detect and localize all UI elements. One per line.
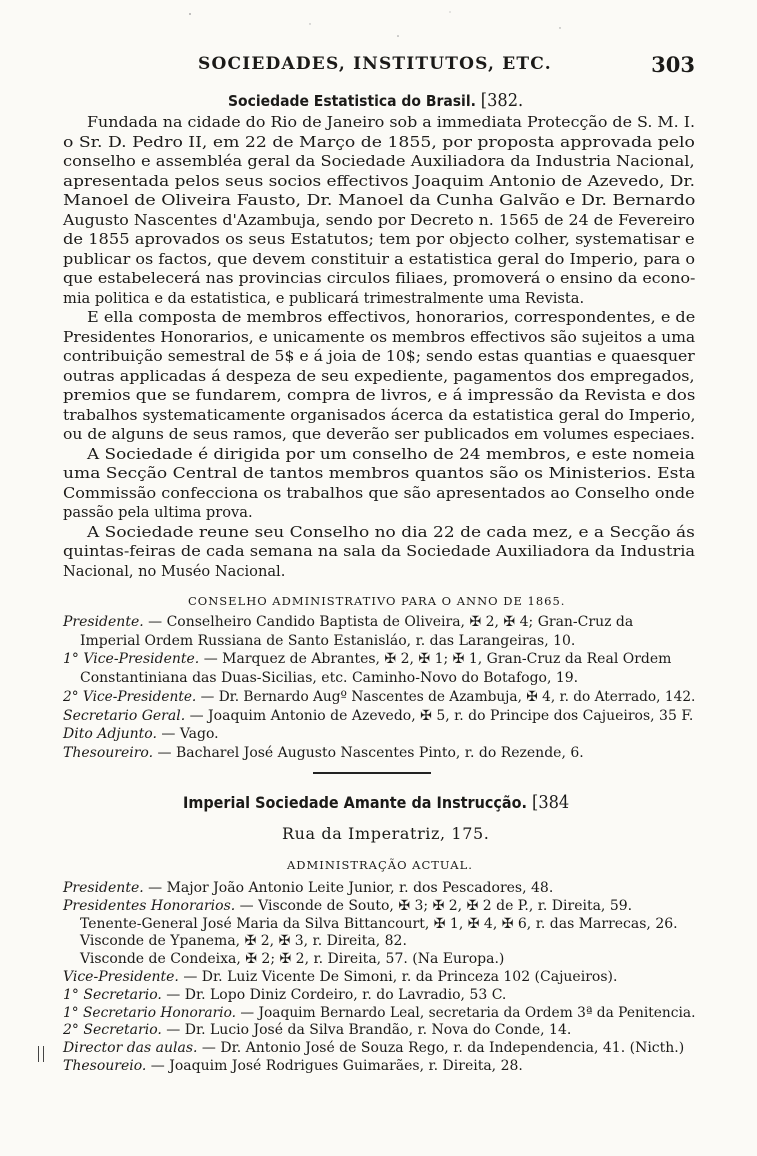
paragraph-line: A Sociedade é dirigida por um conselho de 24 membros, e este nomeia [87,445,695,463]
entry-text: — Joaquim José Rodrigues Guimarães, r. Direita, 28. [146,1058,523,1074]
paragraph-line: conselho e assembléa geral da Sociedade Auxiliadora da Industria Nacional, [63,153,695,170]
section-divider [313,772,431,774]
entry-role: 2° Vice-Presidente. [63,688,197,705]
entry-text: Tenente-General José Maria da Silva Bittancourt, ✠ 1, ✠ 4, ✠ 6, r. das Marrecas, 26. [80,915,678,932]
paragraph-line: Manoel de Oliveira Fausto, Dr. Manoel da Cunha Galvão e Dr. Bernardo [63,192,696,209]
paragraph-line: que estabelecerá nas provincias circulos filiaes, promoverá o ensino da econo- [63,270,696,287]
entry-role: 1° Secretario. [63,986,162,1003]
paragraph-line: quintas-feiras de cada semana na sala da Sociedade Auxiliadora da Industria [63,543,696,560]
paragraph-line: publicar os factos, que devem constituir a estatistica geral do Imperio, para o [63,250,696,268]
heading-text: Imperial Sociedade Amante da Instrucção. [183,793,527,812]
paragraph-line: mia politica e da estatistica, e publicará trimestralmente uma Revista. [63,289,585,307]
entry-role: 1° Secretario Honorario. [63,1004,236,1021]
paragraph-line: passão pela ultima prova. [63,504,253,521]
entry-line [63,987,506,1004]
entry-line [80,633,575,650]
entry-text: — Dr. Bernardo Augº Nascentes de Azambuja, ✠ 4, r. do Aterrado, 142. [196,688,696,705]
entry-text: Visconde de Condeixa, ✠ 2; ✠ 2, r. Direita, 57. (Na Europa.) [80,951,505,968]
entry-text: — Dr. Antonio José de Souza Rego, r. da Independencia, 41. (Nicth.) [197,1040,685,1057]
entry-text: — Dr. Lopo Diniz Cordeiro, r. do Lavradio, 53 C. [161,986,507,1003]
paper-specks [150,6,600,46]
entry-text: — Visconde de Souto, ✠ 3; ✠ 2, ✠ 2 de P., r. Direita, 59. [235,897,633,914]
entry-role: Presidente. [63,614,144,630]
paragraph-line: A Sociedade reune seu Conselho no dia 22 de cada mez, e a Secção ás [87,523,695,541]
paragraph-line: trabalhos systematicamente organisados ácerca da estatistica geral do Imperio, [63,406,696,424]
paragraph-line: Fundada na cidade do Rio de Janeiro sob a immediata Protecção de S. M. I. [87,114,696,131]
admin-title: ADMINISTRAÇÃO ACTUAL. [287,858,473,872]
paragraph-line: E ella composta de membros effectivos, honorarios, correspondentes, e de [87,309,696,326]
running-title: SOCIEDADES, INSTITUTOS, ETC. [198,54,552,74]
entry-line [80,670,578,687]
section-heading-estatistica [228,90,523,111]
paragraph-line: ou de alguns de seus ramos, que deverão ser publicados em volumes especiaes. [63,426,695,443]
entry-role: Presidente. [63,880,144,896]
entry-text: Constantiniana das Duas-Sicilias, etc. Caminho-Novo do Botafogo, 19. [80,670,579,687]
entry-line [63,1022,571,1039]
entry-line [80,933,407,950]
entry-text: — Bacharel José Augusto Nascentes Pinto, r. do Rezende, 6. [153,744,584,761]
entry-line [63,651,671,668]
paragraph-line: apresentada pelos seus socios effectivos Joaquim Antonio de Azevedo, Dr. [63,172,695,190]
entry-role: Thesoureiro. [63,744,154,761]
entry-text: — Dr. Lucio José da Silva Brandão, r. Nova do Conde, 14. [161,1022,572,1039]
entry-line [63,726,219,743]
paragraph-line: Presidentes Honorarios, e unicamente os membros effectivos são sujeitos a uma [63,328,696,346]
entry-text: Visconde de Ypanema, ✠ 2, ✠ 3, r. Direita, 82. [80,933,407,950]
entry-text: Imperial Ordem Russiana de Santo Estanisláo, r. das Larangeiras, 10. [80,632,576,649]
entry-line [80,916,678,933]
entry-line [63,689,695,706]
paragraph-line: uma Secção Central de tantos membros quantos são os Ministerios. Esta [63,465,696,482]
page-number: 303 [651,52,695,77]
entry-line [80,951,504,968]
margin-mark [38,1046,44,1062]
society-address: Rua da Imperatriz, 175. [282,824,490,843]
section-heading-instruccao [183,792,569,813]
entry-line [63,880,553,897]
entry-text: — Joaquim Bernardo Leal, secretaria da Ordem 3ª da Penitencia. [235,1004,696,1021]
entry-line [63,614,633,631]
entry-line [63,898,632,915]
paragraph-line: de 1855 aprovados os seus Estatutos; tem por objecto colher, systematisar e [63,231,695,248]
paragraph-line: contribuição semestral de 5$ e á joia de 10$; sendo estas quantias e quaesquer [63,348,695,365]
entry-text: — Conselheiro Candido Baptista de Oliveira, ✠ 2, ✠ 4; Gran-Cruz da [143,614,634,630]
entry-line [63,969,617,986]
paragraph-line: Nacional, no Muséo Nacional. [63,562,286,580]
entry-role: Dito Adjunto. [63,726,157,743]
entry-role: Director das aulas. [63,1040,198,1057]
heading-text: Sociedade Estatistica do Brasil. [228,92,476,110]
entry-role: Presidentes Honorarios. [63,897,236,914]
heading-ref: [384 [532,792,570,813]
entry-text: — Joaquim Antonio de Azevedo, ✠ 5, r. do Principe dos Cajueiros, 35 F. [185,707,694,724]
entry-role: Thesoureio. [63,1058,147,1074]
entry-role: Secretario Geral. [63,707,186,724]
paragraph-line: premios que se fundarem, compra de livros, e á impressão da Revista e dos [63,387,696,404]
entry-role: 1° Vice-Presidente. [63,651,200,668]
heading-ref: [382. [480,90,524,111]
entry-text: — Dr. Luiz Vicente De Simoni, r. da Princeza 102 (Cajueiros). [178,969,618,985]
entry-line [63,1058,523,1075]
entry-line [63,708,693,725]
paragraph-line: Commissão confecciona os trabalhos que são apresentados ao Conselho onde [63,484,695,502]
entry-role: 2° Secretario. [63,1022,162,1039]
entry-text: — Vago. [156,726,219,743]
entry-line [63,745,584,762]
paragraph-line: outras applicadas á despeza de seu expediente, pagamentos dos empregados, [63,367,695,385]
council-title: CONSELHO ADMINISTRATIVO PARA O ANNO DE 1865. [188,594,566,608]
running-head [60,52,695,78]
entry-role: Vice-Presidente. [63,969,179,985]
paragraph-line: o Sr. D. Pedro II, em 22 de Março de 1855, por proposta approvada pelo [63,133,695,151]
entry-text: — Major João Antonio Leite Junior, r. dos Pescadores, 48. [143,880,554,896]
entry-text: — Marquez de Abrantes, ✠ 2, ✠ 1; ✠ 1, Gran-Cruz da Real Ordem [199,651,672,668]
entry-line [63,1040,684,1057]
paragraph-line: Augusto Nascentes d'Azambuja, sendo por Decreto n. 1565 de 24 de Fevereiro [63,211,695,229]
entry-line [63,1005,695,1022]
